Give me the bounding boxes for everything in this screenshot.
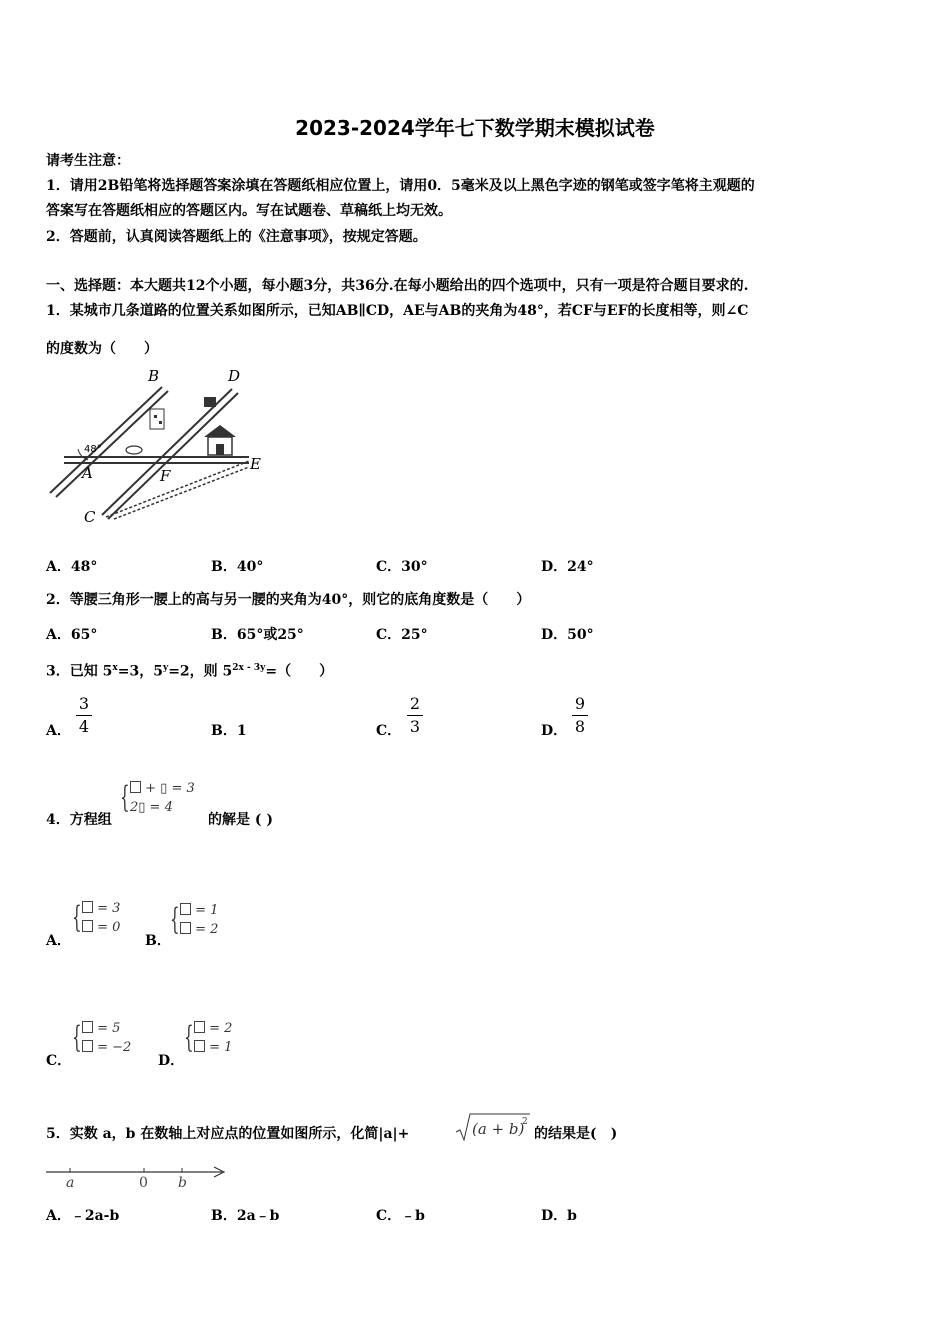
q3-option-c-fraction[interactable]: 2 3	[405, 694, 425, 737]
notice-line-3: 2．答题前，认真阅读答题纸上的《注意事项》，按规定答题。	[46, 229, 427, 245]
q3-option-d-label[interactable]: D．	[541, 723, 568, 739]
q5-number-line	[44, 1162, 230, 1192]
q5-suffix: 的结果是( )	[534, 1126, 618, 1142]
q3-text: 3．已知 $5^x=3$，$5^y=2$，则 $5^{2x - 3y}=$（ ）	[46, 663, 334, 680]
q1-label-a: A	[82, 464, 93, 482]
q3-option-b[interactable]: B．1	[211, 723, 247, 739]
q5-exponent: 2	[522, 1117, 528, 1127]
q1-option-d[interactable]: D．24°	[541, 559, 594, 575]
notice-line-1: 1．请用2B铅笔将选择题答案涂填在答题纸相应位置上，请用0．5毫米及以上黑色字迹的钢笔或签字笔将主观题的	[46, 178, 755, 194]
q1-option-a[interactable]: A．48°	[46, 559, 98, 575]
q4-option-a-system[interactable]: { = 3 = 0	[72, 900, 121, 935]
q2-text: 2．等腰三角形一腰上的高与另一腰的夹角为40°，则它的底角度数是（ ）	[46, 592, 531, 608]
notice-heading: 请考生注意：	[46, 153, 130, 169]
q2-option-b[interactable]: B．65°或25°	[211, 627, 304, 643]
q4-option-b-system[interactable]: { = 1 = 2	[170, 902, 219, 937]
q4-prefix: 4．方程组	[46, 812, 112, 828]
notice-line-2: 答案写在答题纸相应的答题区内。写在试题卷、草稿纸上均无效。	[46, 203, 452, 219]
q5-prefix: 5．实数 a，b 在数轴上对应点的位置如图所示，化简|a|+	[46, 1126, 410, 1142]
page-title: 2023-2024学年七下数学期末模拟试卷	[295, 116, 655, 140]
q4-option-d-label[interactable]: D．	[158, 1053, 185, 1069]
q1-angle-label: 48°	[84, 444, 102, 455]
q1-label-e: E	[250, 455, 261, 473]
q1-text-line1: 1．某城市几条道路的位置关系如图所示，已知AB∥CD，AE与AB的夹角为48°，若CF与EF的长度相等，则∠C	[46, 303, 749, 319]
q4-suffix: 的解是 ( )	[208, 812, 273, 828]
q1-option-b[interactable]: B．40°	[211, 559, 264, 575]
q1-label-d: D	[228, 367, 241, 385]
q4-option-a-label[interactable]: A．	[46, 933, 71, 949]
q1-label-f: F	[160, 467, 171, 485]
q5-option-a[interactable]: A．﹣2a-b	[46, 1208, 120, 1224]
q5-option-c[interactable]: C．﹣b	[376, 1208, 425, 1224]
q5-label-b: b	[178, 1175, 187, 1191]
q1-option-c[interactable]: C．30°	[376, 559, 428, 575]
q4-option-c-system[interactable]: { = 5 = −2	[72, 1020, 132, 1055]
q3-option-a-label[interactable]: A．	[46, 723, 71, 739]
q1-label-b: B	[148, 367, 160, 385]
q5-label-0: 0	[139, 1175, 148, 1191]
q3-option-d-fraction[interactable]: 9 8	[570, 694, 590, 737]
q4-option-d-system[interactable]: { = 2 = 1	[184, 1020, 233, 1055]
q3-option-c-label[interactable]: C．	[376, 723, 402, 739]
q1-text-line2: 的度数为（ ）	[46, 341, 158, 357]
q2-option-a[interactable]: A．65°	[46, 627, 98, 643]
q4-equation-system: { + ▯ = 3 2▯ = 4	[120, 780, 195, 815]
q5-sqrt-expression	[454, 1110, 534, 1144]
q5-option-b[interactable]: B．2a﹣b	[211, 1208, 280, 1224]
q5-option-d[interactable]: D．b	[541, 1208, 577, 1224]
section-heading: 一、选择题：本大题共12个小题，每小题3分，共36分.在每小题给出的四个选项中，只有一项是符合题目要求的.	[46, 278, 749, 294]
q1-road-figure	[44, 365, 274, 525]
q1-label-c: C	[84, 508, 96, 525]
q2-option-d[interactable]: D．50°	[541, 627, 594, 643]
q4-option-b-label[interactable]: B．	[145, 933, 171, 949]
q2-option-c[interactable]: C．25°	[376, 627, 428, 643]
q3-option-a-fraction[interactable]: 3 4	[74, 694, 94, 737]
q4-option-c-label[interactable]: C．	[46, 1053, 72, 1069]
q5-radicand: (a + b)	[472, 1120, 525, 1138]
q5-label-a: a	[66, 1175, 75, 1191]
